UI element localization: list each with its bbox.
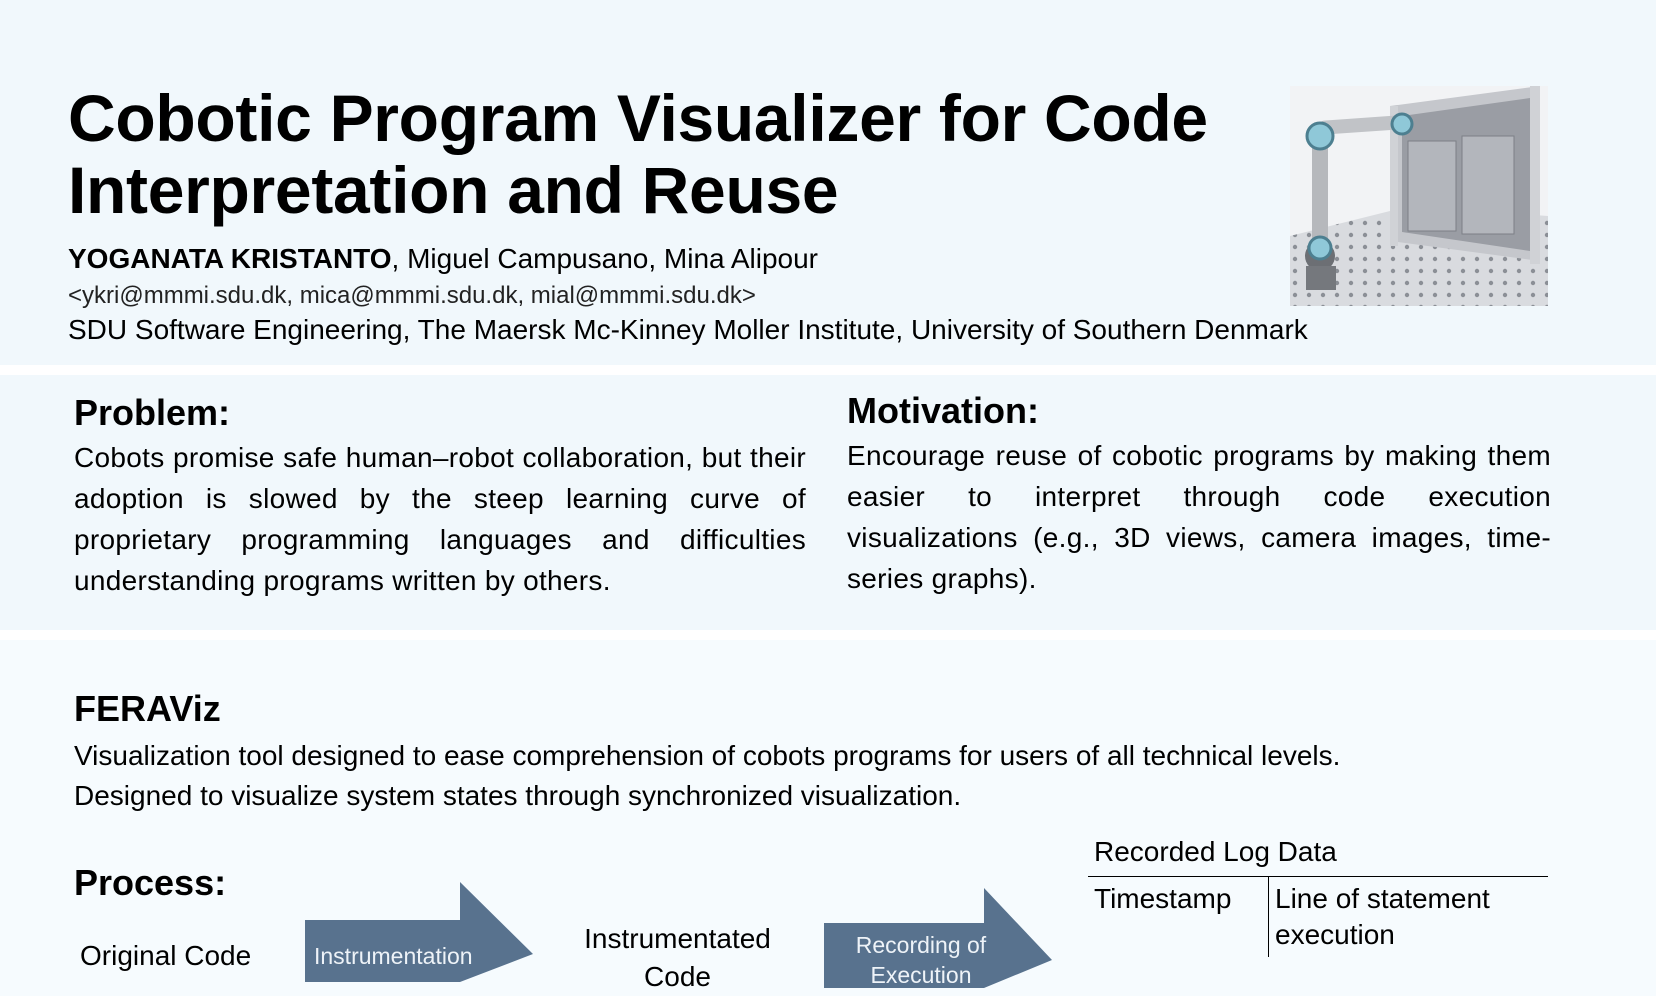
author-emails: <ykri@mmmi.sdu.dk, mica@mmmi.sdu.dk, mial@mmmi.sdu.dk> [68, 282, 756, 309]
log-col-timestamp: Timestamp [1088, 877, 1269, 958]
author-list [68, 243, 818, 275]
feraviz-line-2: Designed to visualize system states through synchronized visualization. [74, 780, 962, 811]
section-divider [0, 365, 1656, 375]
problem-heading: Problem: [74, 392, 231, 433]
instrumentation-label: Instrumentation [314, 943, 473, 969]
instrumented-code-label [560, 920, 795, 996]
coauthors: , Miguel Campusano, Mina Alipour [391, 243, 818, 274]
feraviz-line-1: Visualization tool designed to ease comprehension of cobots programs for users of all technical levels. [74, 740, 1341, 771]
motivation-text: Encourage reuse of cobotic programs by making them easier to interpret through code execution visualizations (e.g., 3D views, camera images, time-series graphs). [847, 440, 1551, 594]
lead-author: YOGANATA KRISTANTO [68, 243, 392, 274]
recording-line-2: Execution [870, 962, 972, 988]
title-line-1: Cobotic Program Visualizer for Code [68, 81, 1208, 155]
affiliation: SDU Software Engineering, The Maersk Mc-Kinney Moller Institute, University of Southern Denmark [68, 314, 1308, 345]
process-heading: Process: [74, 862, 227, 903]
poster-title [68, 82, 1248, 226]
recording-label [836, 930, 1006, 990]
feraviz-heading: FERAViz [74, 688, 221, 729]
problem-text: Cobots promise safe human–robot collaboration, but their adoption is slowed by the steep learning curve of proprietary programming languages and difficulties understanding programs written by others. [74, 442, 806, 596]
log-table [1088, 876, 1548, 957]
instrumented-line-2: Code [644, 961, 711, 992]
cobot-render-icon [1290, 86, 1548, 306]
section-divider [0, 630, 1656, 640]
motivation-heading: Motivation: [847, 390, 1039, 431]
cobot-illustration [1290, 86, 1548, 306]
title-line-2: Interpretation and Reuse [68, 153, 839, 227]
recording-line-1: Recording of [855, 932, 987, 958]
instrumented-line-1: Instrumentated [584, 923, 771, 954]
table-row [1088, 877, 1548, 958]
log-table-caption: Recorded Log Data [1094, 836, 1337, 867]
log-col-line: Line of statement execution [1269, 877, 1549, 958]
original-code-label: Original Code [80, 940, 252, 971]
